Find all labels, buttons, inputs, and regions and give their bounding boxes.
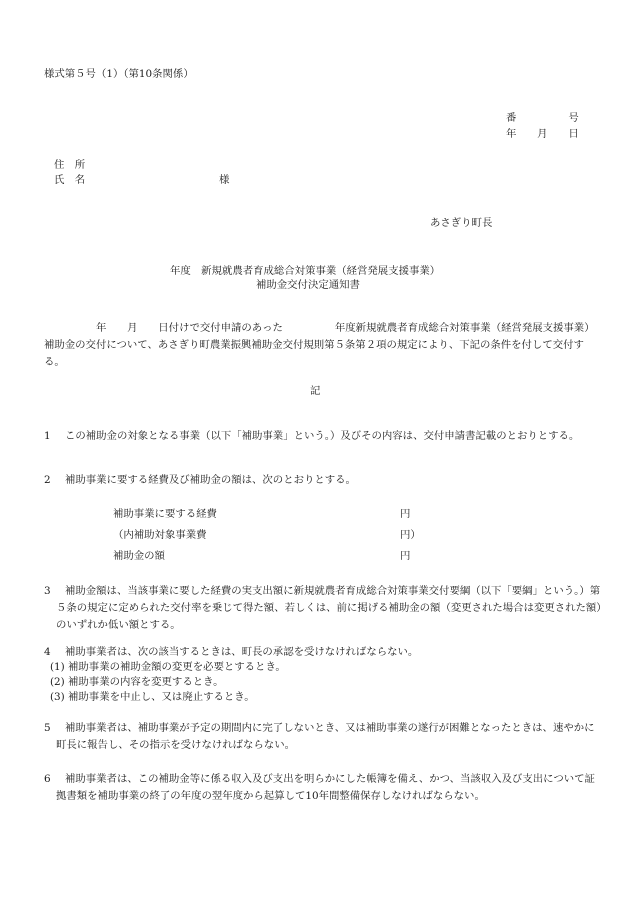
condition-item-6 [44, 771, 604, 805]
document-title-line2: 補助金交付決定通知書 [256, 279, 360, 291]
expense-unit: 円 [400, 508, 411, 520]
address-label: 住 所 [54, 159, 86, 171]
date-label: 年 月 日 [506, 128, 579, 140]
sub-item: (1) 補助事業の補助金額の変更を必要とするとき。 [50, 661, 286, 673]
sub-item: (3) 補助事業を中止し、又は廃止するとき。 [50, 691, 255, 703]
condition-item-5 [44, 720, 604, 754]
item-number: 6 [44, 773, 51, 785]
ki-heading: 記 [310, 385, 321, 397]
item-number: 5 [44, 722, 51, 734]
condition-item-1 [44, 428, 604, 445]
name-label: 氏 名 [54, 174, 86, 186]
body-paragraph: 年 月 日付けで交付申請のあった 年度新規就農者育成総合対策事業（経営発展支援事業）補助金の交付について、あさぎり町農業振興補助金交付規則第５条第２項の規定により、下記の条件を付して交付する。 [44, 322, 590, 368]
sub-item: (2) 補助事業の内容を変更するとき。 [50, 676, 224, 688]
item-text: 補助事業者は、次の該当するときは、町長の承認を受けなければならない。 [65, 646, 419, 658]
condition-item-2 [44, 472, 604, 489]
item-number: 3 [44, 585, 51, 597]
expense-unit: 円 [400, 550, 411, 562]
item-text: 補助事業に要する経費及び補助金の額は、次のとおりとする。 [65, 474, 356, 486]
item-number: 4 [44, 646, 51, 658]
item-number: 1 [44, 430, 51, 442]
honorific: 様 [219, 174, 230, 186]
expense-label: 補助金の額 [113, 550, 165, 562]
document-title-line1: 年度 新規就農者育成総合対策事業（経営発展支援事業） [170, 265, 441, 277]
item-text: 補助事業者は、補助事業が予定の期間内に完了しないとき、又は補助事業の遂行が困難となったときは、速やかに町長に報告し、その指示を受けなければならない。 [56, 722, 595, 751]
item-text: 補助事業者は、この補助金等に係る収入及び支出を明らかにした帳簿を備え、かつ、当該収入及び支出について証拠書類を補助事業の終了の年度の翌年度から起算して10年間整備保存しなければならない。 [56, 773, 595, 802]
document-number-label: 番 号 [506, 112, 579, 124]
form-number: 様式第５号（1）（第10条関係） [44, 68, 194, 80]
issuer: あさぎり町長 [430, 217, 493, 229]
condition-item-3 [44, 583, 604, 634]
item-text: この補助金の対象となる事業（以下「補助事業」という。）及びその内容は、交付申請書記載のとおりとする。 [65, 430, 580, 442]
expense-label: 補助事業に要する経費 [113, 508, 217, 520]
item-number: 2 [44, 474, 51, 486]
expense-unit: 円） [400, 529, 421, 541]
item-text: 補助金額は、当該事業に要した経費の実支出額に新規就農者育成総合対策事業交付要綱（以下「要綱」という。）第５条の規定に定められた交付率を乗じて得た額、若しくは、前に掲げる補助金の額（変更された場合は変更された額）のいずれか低い額とする。 [56, 585, 602, 631]
expense-label: （内補助対象事業費 [113, 529, 207, 541]
